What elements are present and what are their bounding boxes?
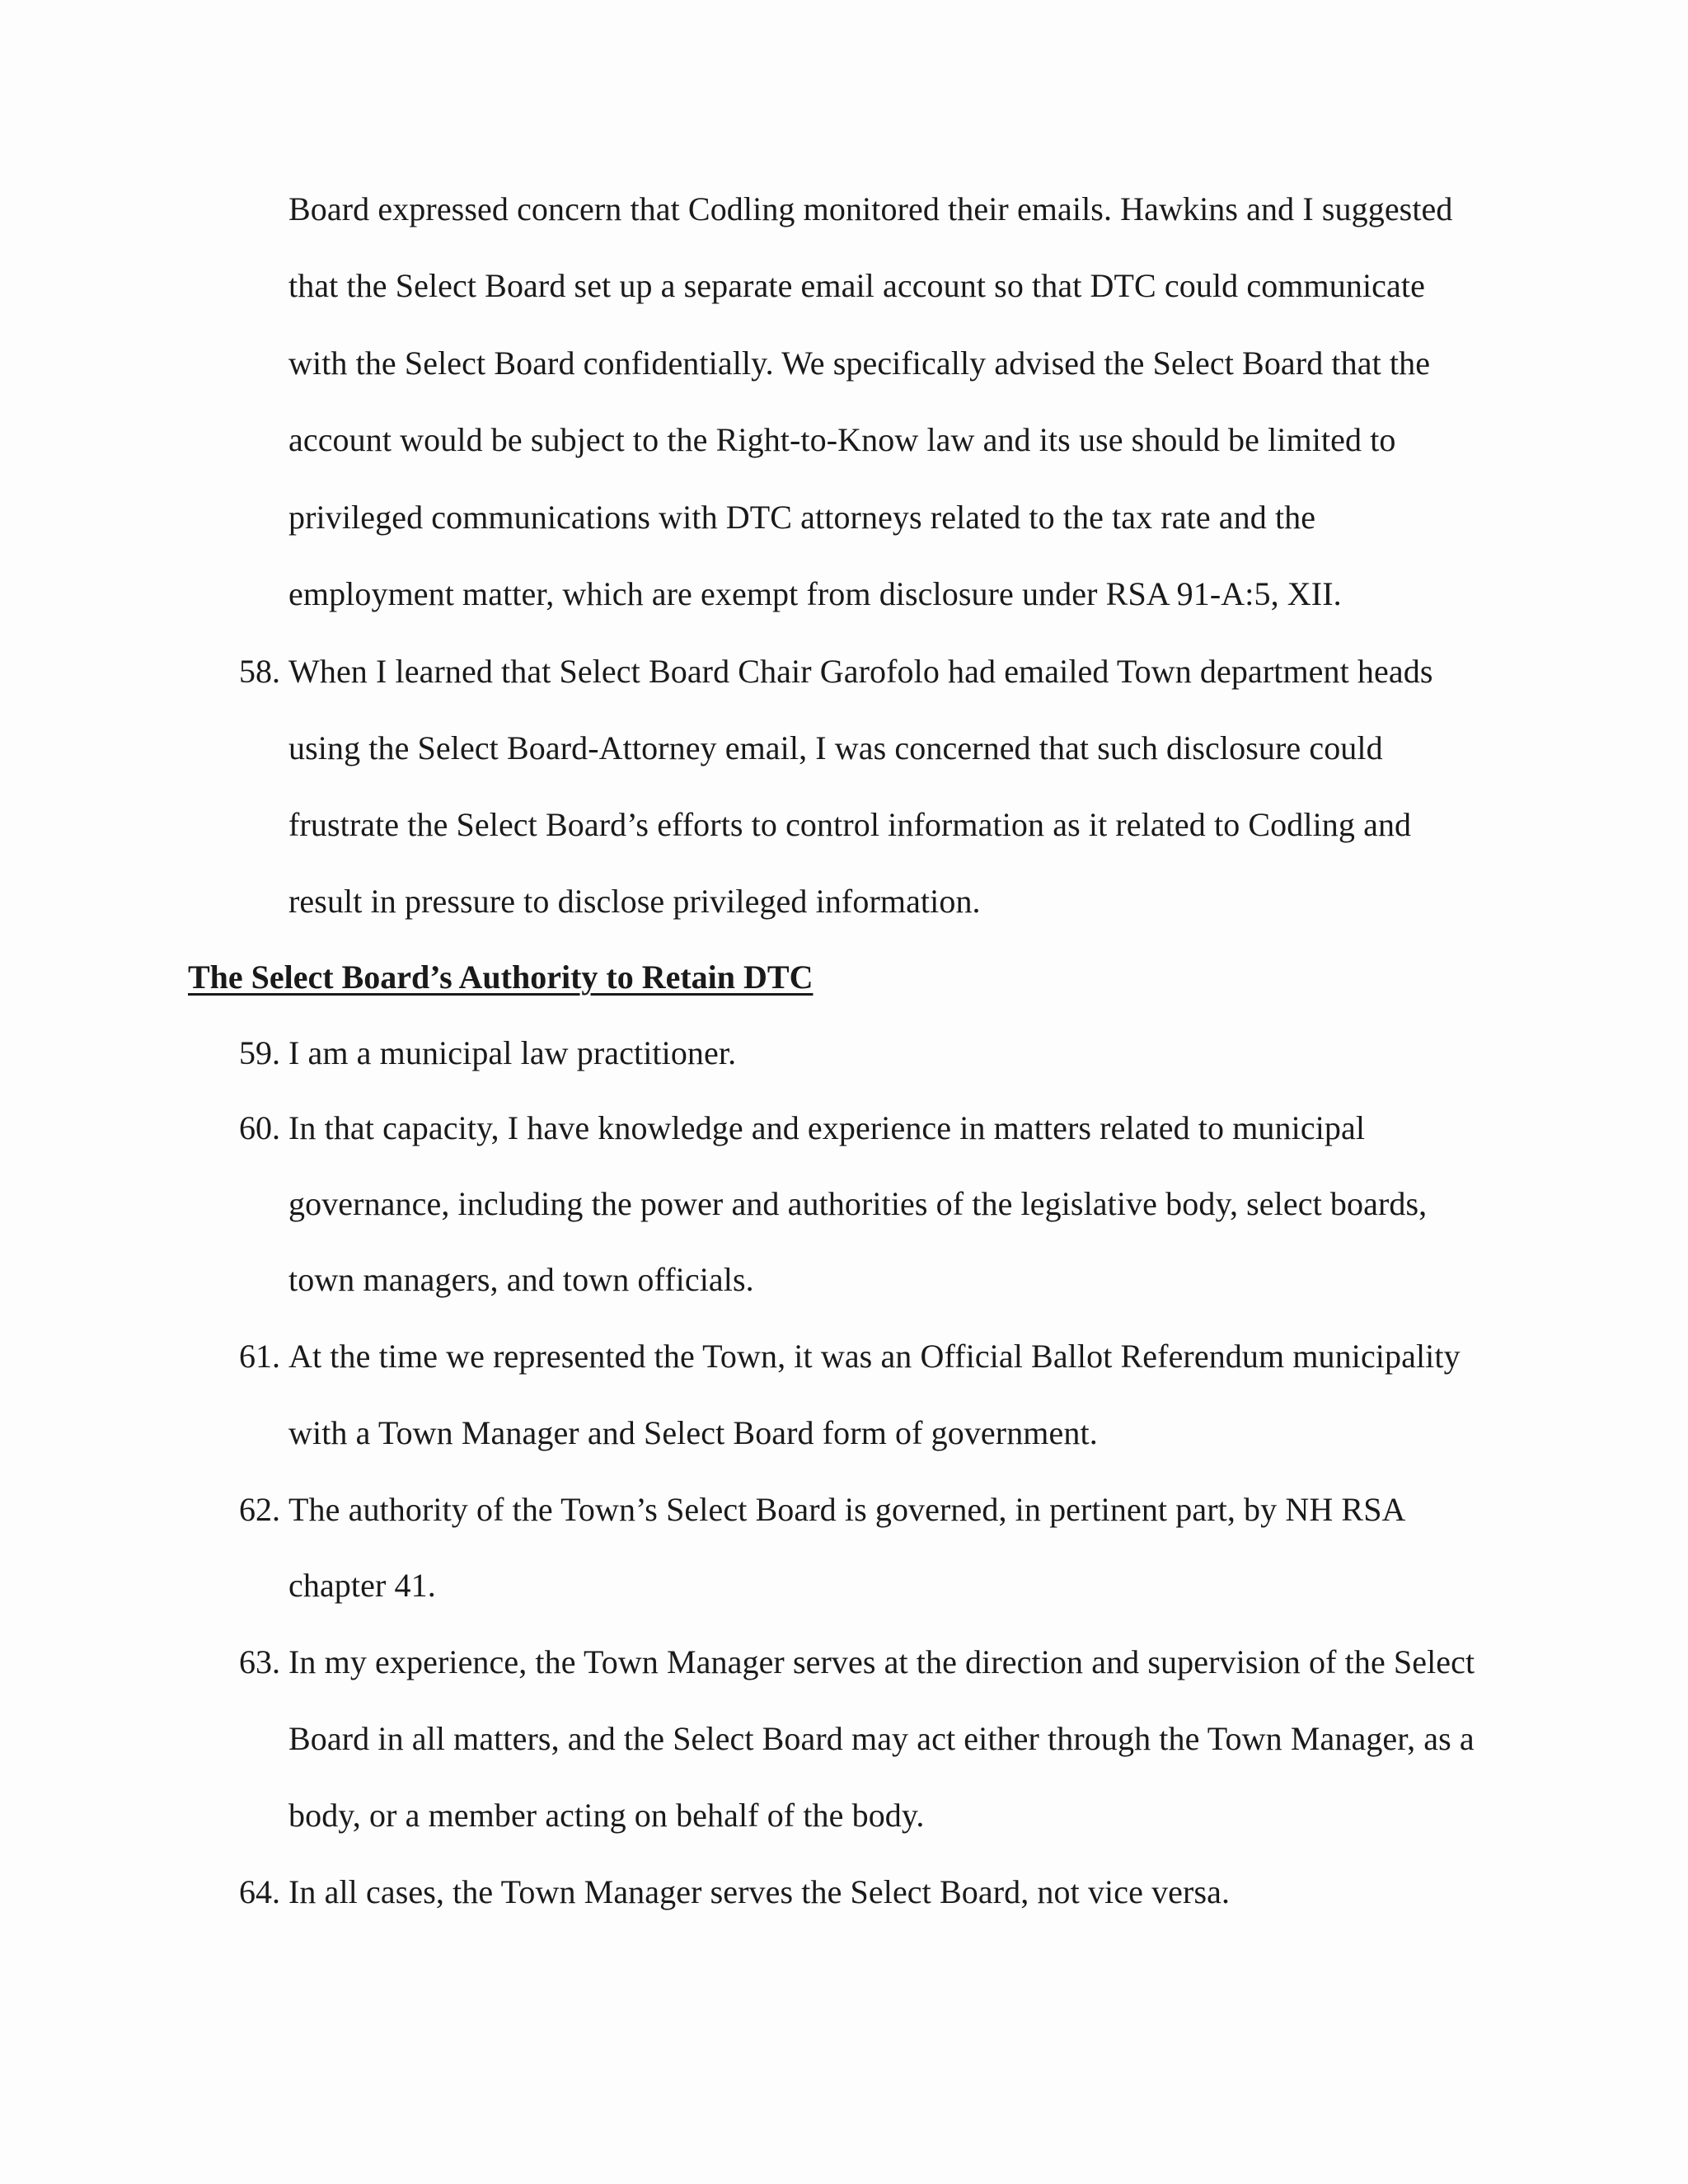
paragraph-63-line-2: Board in all matters, and the Select Board may act either through the Town Manager, as a — [288, 1720, 1475, 1757]
paragraph-62-line-1: The authority of the Town’s Select Board is governed, in pertinent part, by NH RSA — [288, 1491, 1406, 1528]
paragraph-57-line-1: Board expressed concern that Codling monitored their emails. Hawkins and I suggested — [288, 190, 1453, 227]
paragraph-59-line-1: I am a municipal law practitioner. — [288, 1034, 737, 1071]
paragraph-61-number: 61. — [239, 1338, 280, 1375]
paragraph-57-line-4: account would be subject to the Right-to-Know law and its use should be limited to — [288, 421, 1396, 458]
paragraph-62-number: 62. — [239, 1491, 280, 1528]
paragraph-58-line-1: When I learned that Select Board Chair Garofolo had emailed Town department heads — [288, 653, 1433, 690]
paragraph-58-line-4: result in pressure to disclose privileged information. — [288, 883, 981, 920]
paragraph-64-line-1: In all cases, the Town Manager serves the Select Board, not vice versa. — [288, 1873, 1231, 1910]
paragraph-58-number: 58. — [239, 653, 280, 690]
paragraph-57-line-6: employment matter, which are exempt from disclosure under RSA 91-A:5, XII. — [288, 575, 1342, 612]
paragraph-60-line-2: governance, including the power and authorities of the legislative body, select boards, — [288, 1185, 1428, 1222]
paragraph-57-line-3: with the Select Board confidentially. We specifically advised the Select Board that the — [288, 344, 1431, 382]
paragraph-59-number: 59. — [239, 1034, 280, 1071]
paragraph-60-line-3: town managers, and town officials. — [288, 1261, 754, 1298]
paragraph-58-line-3: frustrate the Select Board’s efforts to control information as it related to Codling and — [288, 806, 1412, 843]
paragraph-63-line-1: In my experience, the Town Manager serves at the direction and supervision of the Select — [288, 1643, 1475, 1680]
paragraph-63-number: 63. — [239, 1643, 280, 1680]
paragraph-62-line-2: chapter 41. — [288, 1567, 436, 1604]
paragraph-60-line-1: In that capacity, I have knowledge and experience in matters related to municipal — [288, 1109, 1366, 1146]
paragraph-61-line-1: At the time we represented the Town, it was an Official Ballot Referendum municipality — [288, 1338, 1461, 1375]
paragraph-58-line-2: using the Select Board-Attorney email, I was concerned that such disclosure could — [288, 729, 1383, 766]
paragraph-57-line-2: that the Select Board set up a separate email account so that DTC could communicate — [288, 267, 1425, 304]
paragraph-64-number: 64. — [239, 1873, 280, 1910]
section-heading: The Select Board’s Authority to Retain DTC — [188, 958, 814, 996]
paragraph-61-line-2: with a Town Manager and Select Board form of government. — [288, 1414, 1098, 1451]
paragraph-60-number: 60. — [239, 1109, 280, 1146]
paragraph-57-line-5: privileged communications with DTC attorneys related to the tax rate and the — [288, 499, 1316, 536]
paragraph-63-line-3: body, or a member acting on behalf of the body. — [288, 1797, 925, 1834]
